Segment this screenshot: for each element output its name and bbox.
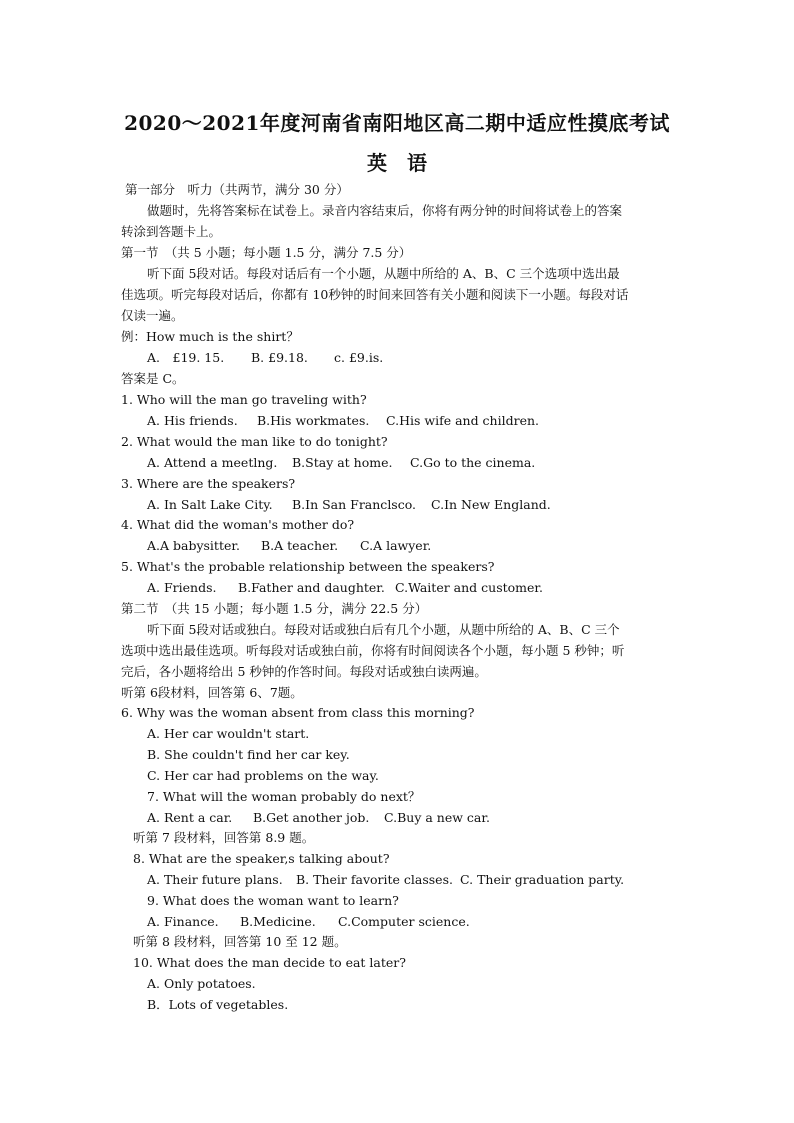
section1-instruction-cont: 佳选项。听完每段对话后，你都有 10秒钟的时间来回答有关小题和阅读下一小题。每段对话: [121, 287, 629, 302]
option-c: C.Buy a new car.: [384, 810, 490, 825]
option-a: A. Attend a meetlng.: [147, 455, 278, 470]
option-c: C.Waiter and customer.: [395, 580, 543, 595]
material-8-note: 听第 8 段材料，回答第 10 至 12 题。: [133, 934, 347, 949]
example-option-b: B. £9.18.: [251, 350, 308, 365]
option-b: B.Medicine.: [240, 914, 316, 929]
option-a: A. Rent a car.: [147, 810, 233, 825]
option-a: A. Finance.: [147, 914, 219, 929]
question-6-option-a: A. Her car wouldn't start.: [147, 726, 310, 741]
question-9-options: [147, 914, 470, 930]
part1-instruction-cont: 转涂到答题卡上。: [121, 224, 222, 239]
option-b: B.Father and daughter.: [238, 580, 385, 595]
option-b: B.In San Franclsco.: [292, 497, 417, 512]
option-c: C.A lawyer.: [360, 538, 432, 553]
question-6-option-c: C. Her car had problems on the way.: [147, 768, 379, 783]
page-title: 2020～2021年度河南省南阳地区高二期中适应性摸底考试: [124, 111, 670, 135]
question-2: 2. What would the man like to do tonight?: [121, 434, 388, 449]
part1-instruction: 做题时，先将答案标在试卷上。录音内容结束后，你将有两分钟的时间将试卷上的答案: [147, 203, 623, 218]
question-5-options: [147, 580, 543, 596]
question-10: 10. What does the man decide to eat later?: [133, 955, 406, 970]
section2-heading: 第二节 （共 15 小题；每小题 1.5 分，满分 22.5 分）: [121, 601, 428, 616]
example-option-a: A. £19. 15.: [147, 350, 225, 365]
option-c: C.Go to the cinema.: [410, 455, 536, 470]
option-b: B.Stay at home.: [292, 455, 393, 470]
option-c: C.Computer science.: [338, 914, 470, 929]
material-7-note: 听第 7 段材料，回答第 8.9 题。: [133, 830, 315, 845]
option-a: A. His friends.: [147, 413, 238, 428]
subject-title: 英 语: [367, 151, 427, 175]
question-8-options: [147, 872, 624, 888]
example-options: [147, 350, 383, 366]
option-a: A. In Salt Lake City.: [147, 497, 273, 512]
question-10-option-a: A. Only potatoes.: [147, 976, 256, 991]
question-9: 9. What does the woman want to learn?: [147, 893, 399, 908]
question-5: 5. What's the probable relationship between the speakers?: [121, 559, 495, 574]
question-8: 8. What are the speaker,s talking about?: [133, 851, 390, 866]
question-1-options: [147, 413, 539, 429]
question-10-option-b: B．Lots of vegetables.: [147, 997, 289, 1012]
question-2-options: [147, 455, 535, 471]
section2-instruction-cont: 选项中选出最佳选项。听每段对话或独白前，你将有时间阅读各个小题，每小题 5 秒钟；听: [121, 643, 625, 658]
part1-heading: 第一部分 听力（共两节，满分 30 分）: [125, 182, 349, 197]
question-4-options: [147, 538, 431, 554]
question-7: 7. What will the woman probably do next？: [147, 789, 421, 804]
option-c: C. Their graduation party.: [460, 872, 625, 887]
example-question: 例：How much is the shirt？: [121, 329, 299, 344]
question-7-options: [147, 810, 490, 826]
example-option-c: c. £9.is.: [334, 350, 384, 365]
option-b: B.Get another job.: [253, 810, 370, 825]
question-4: 4. What did the woman's mother do?: [121, 517, 355, 532]
option-b: B. Their favorite classes.: [296, 872, 453, 887]
option-a: A. Their future plans.: [147, 872, 283, 887]
section1-heading: 第一节 （共 5 小题；每小题 1.5 分，满分 7.5 分）: [121, 245, 412, 260]
option-c: C.His wife and children.: [386, 413, 539, 428]
option-b: B.A teacher.: [261, 538, 339, 553]
section2-instruction-end: 完后，各小题将给出 5 秒钟的作答时间。每段对话或独白读两遍。: [121, 664, 487, 679]
option-a: A.A babysitter.: [147, 538, 240, 553]
section2-instruction: 听下面 5段对话或独白。每段对话或独白后有几个小题，从题中所给的 A、B、C 三个: [147, 622, 620, 637]
example-answer: 答案是 C。: [121, 371, 185, 386]
question-6: 6. Why was the woman absent from class this morning?: [121, 705, 475, 720]
question-3: 3. Where are the speakers?: [121, 476, 296, 491]
question-6-option-b: B. She couldn't find her car key.: [147, 747, 350, 762]
section1-instruction-end: 仅读一遍。: [121, 308, 184, 323]
option-b: B.His workmates.: [257, 413, 370, 428]
option-a: A. Friends.: [147, 580, 217, 595]
question-3-options: [147, 497, 551, 513]
option-c: C.In New England.: [431, 497, 551, 512]
section1-instruction: 听下面 5段对话。每段对话后有一个小题，从题中所给的 A、B、C 三个选项中选出最: [147, 266, 620, 281]
question-1: 1. Who will the man go traveling with?: [121, 392, 367, 407]
material-6-note: 听第 6段材料，回答第 6、7题。: [121, 685, 303, 700]
